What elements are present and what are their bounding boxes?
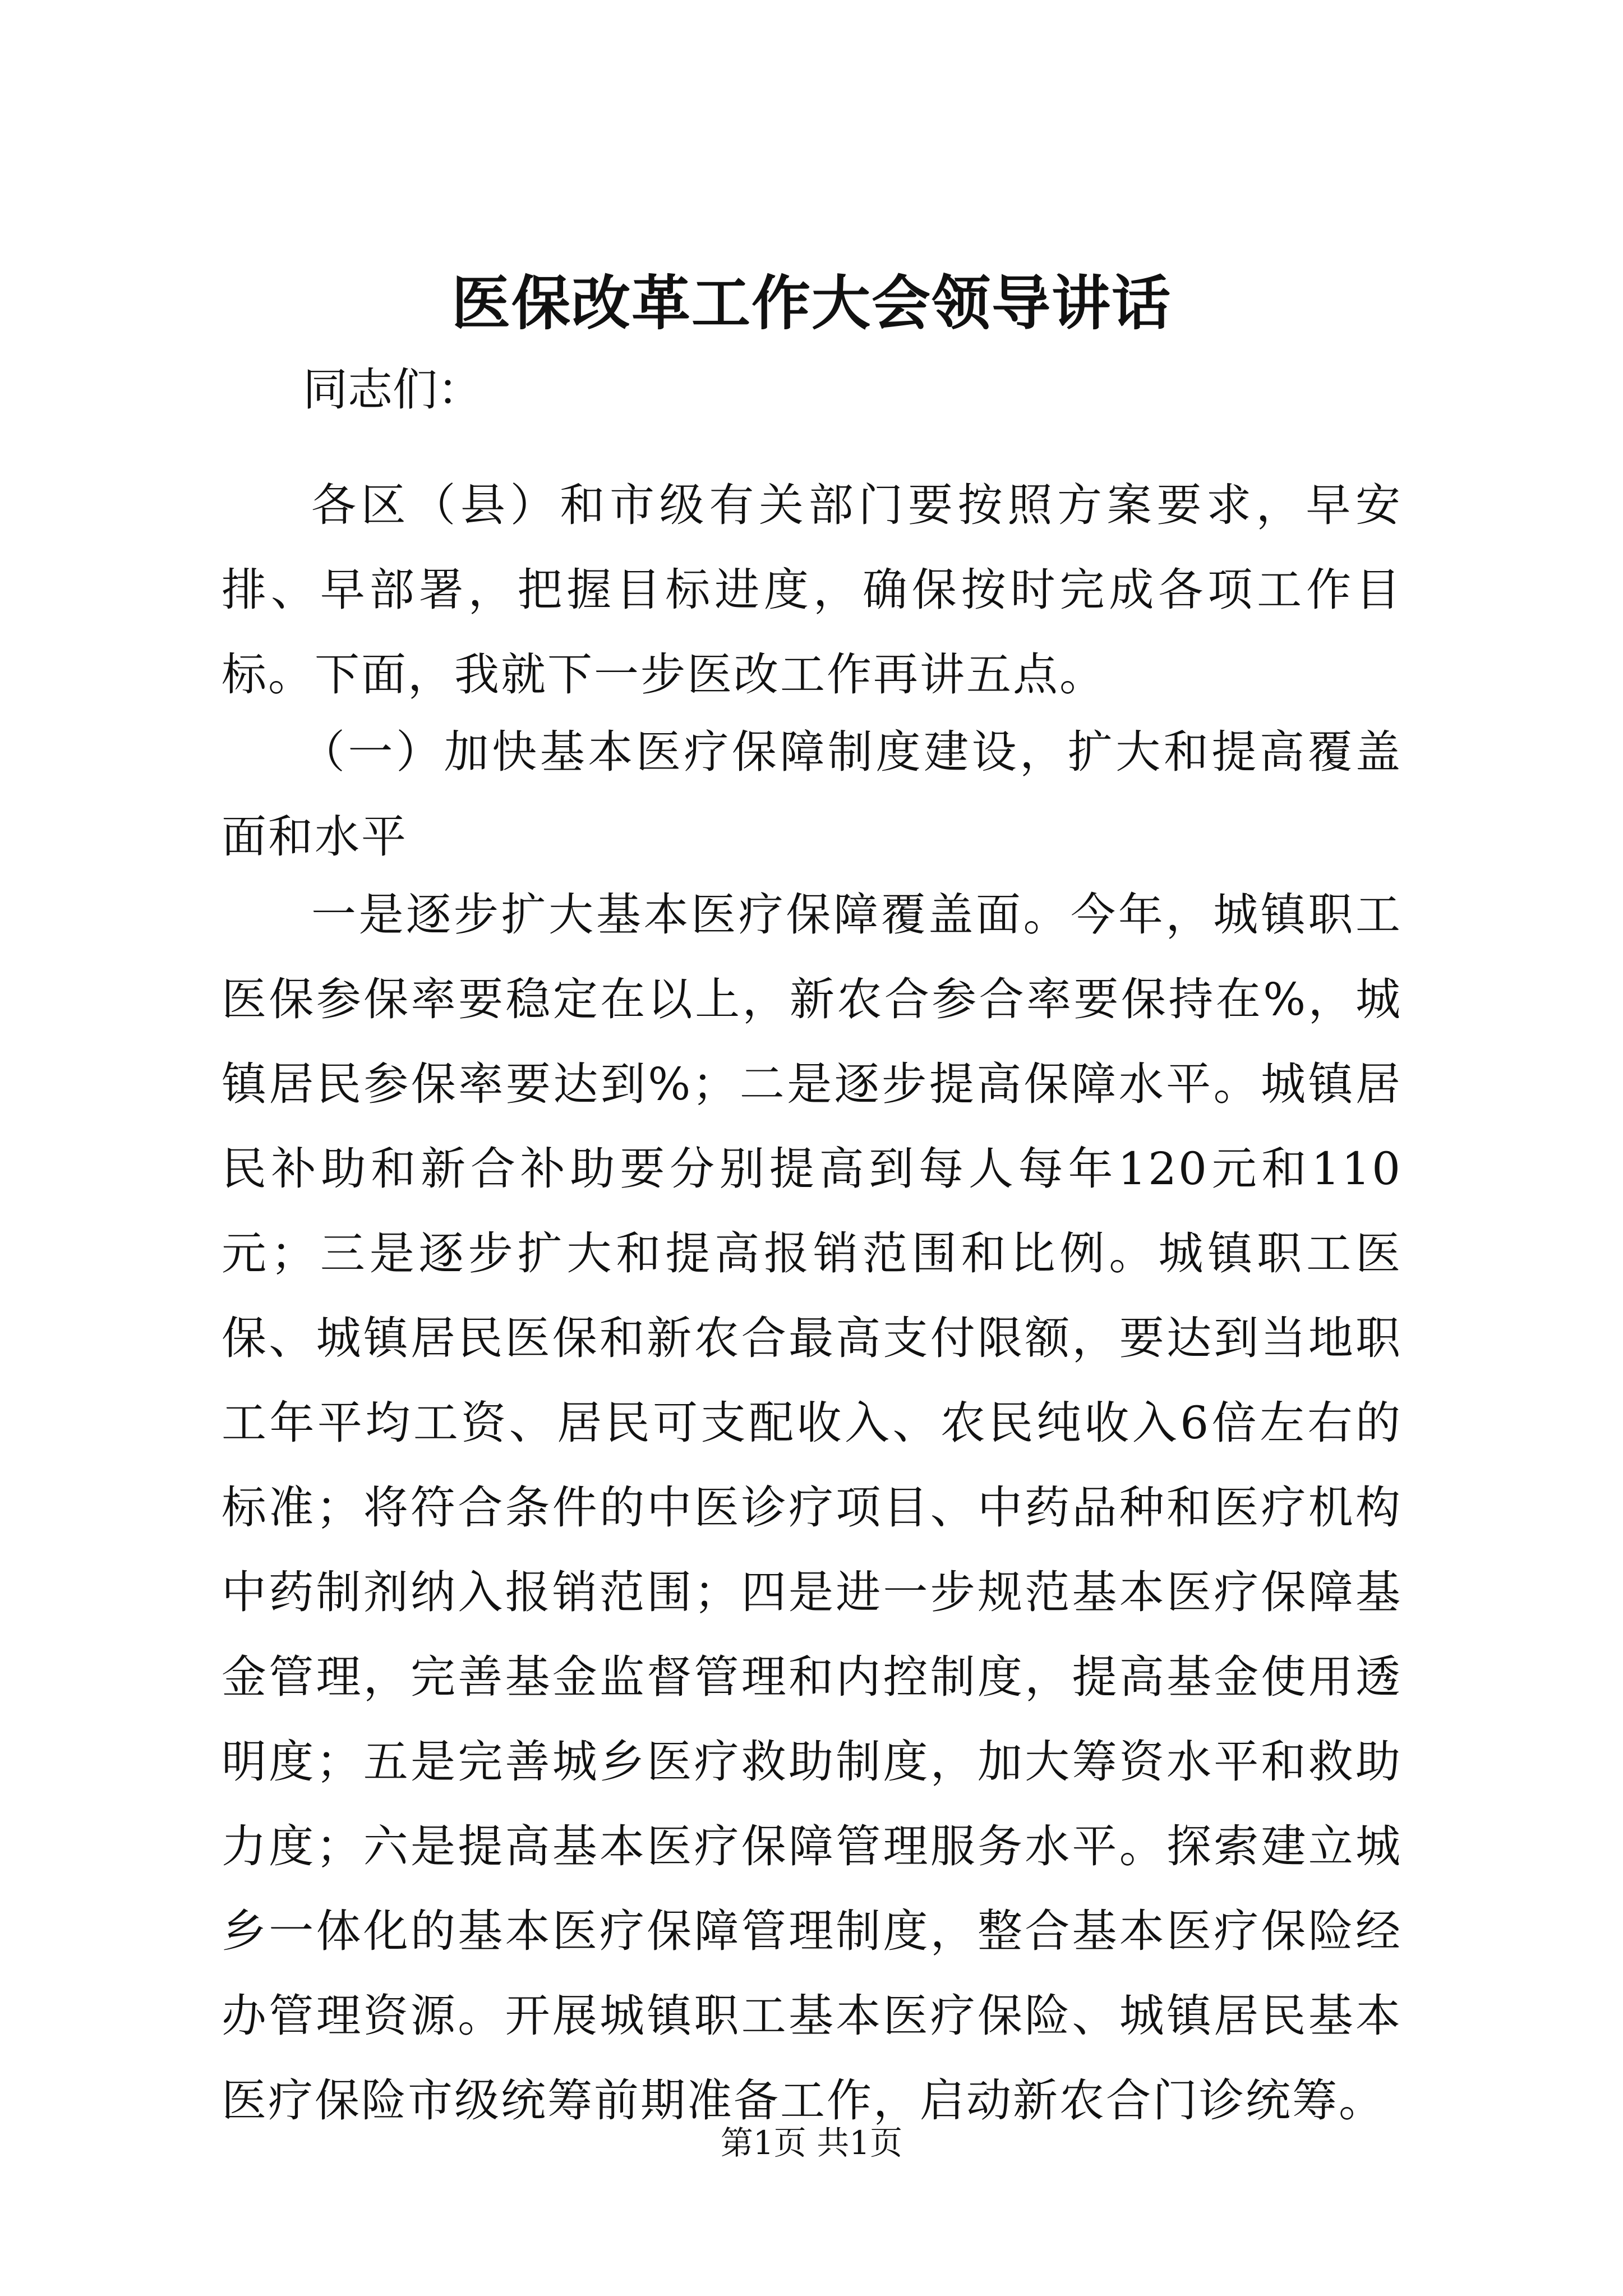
- page-footer: 第1页 共1页: [720, 2124, 903, 2162]
- salutation: 同志们：: [303, 364, 482, 416]
- document-title: 医保改革工作大会领导讲话: [451, 268, 1172, 338]
- paragraph-intro: 各区（县）和市级有关部门要按照方案要求，早安排、早部署，把握目标进度，确保按时完成各项工作目标。下面，我就下一步医改工作再讲五点。: [222, 479, 1402, 701]
- paragraph-body: 一是逐步扩大基本医疗保障覆盖面。今年，城镇职工医保参保率要稳定在以上，新农合参合率要保持在%，城镇居民参保率要达到%；二是逐步提高保障水平。城镇居民补助和新合补助要分别提高到每人每年120元和110元；三是逐步扩大和提高报销范围和比例。城镇职工医保、城镇居民医保和新农合最高支付限额，要达到当地职工年平均工资、居民可支配收入、农民纯收入6倍左右的标准；将符合条件的中医诊疗项目、中药品种和医疗机构中药制剂纳入报销范围；四是进一步规范基本医疗保障基金管理，完善基金监督管理和内控制度，提高基金使用透明度；五是完善城乡医疗救助制度，加大筹资水平和救助力度；六是提高基本医疗保障管理服务水平。探索建立城乡一体化的基本医疗保障管理制度，整合基本医疗保险经办管理资源。开展城镇职工基本医疗保险、城镇居民基本医疗保险市级统筹前期准备工作，启动新农合门诊统筹。: [222, 889, 1402, 2127]
- section-heading: （一）加快基本医疗保障制度建设，扩大和提高覆盖面和水平: [222, 726, 1402, 863]
